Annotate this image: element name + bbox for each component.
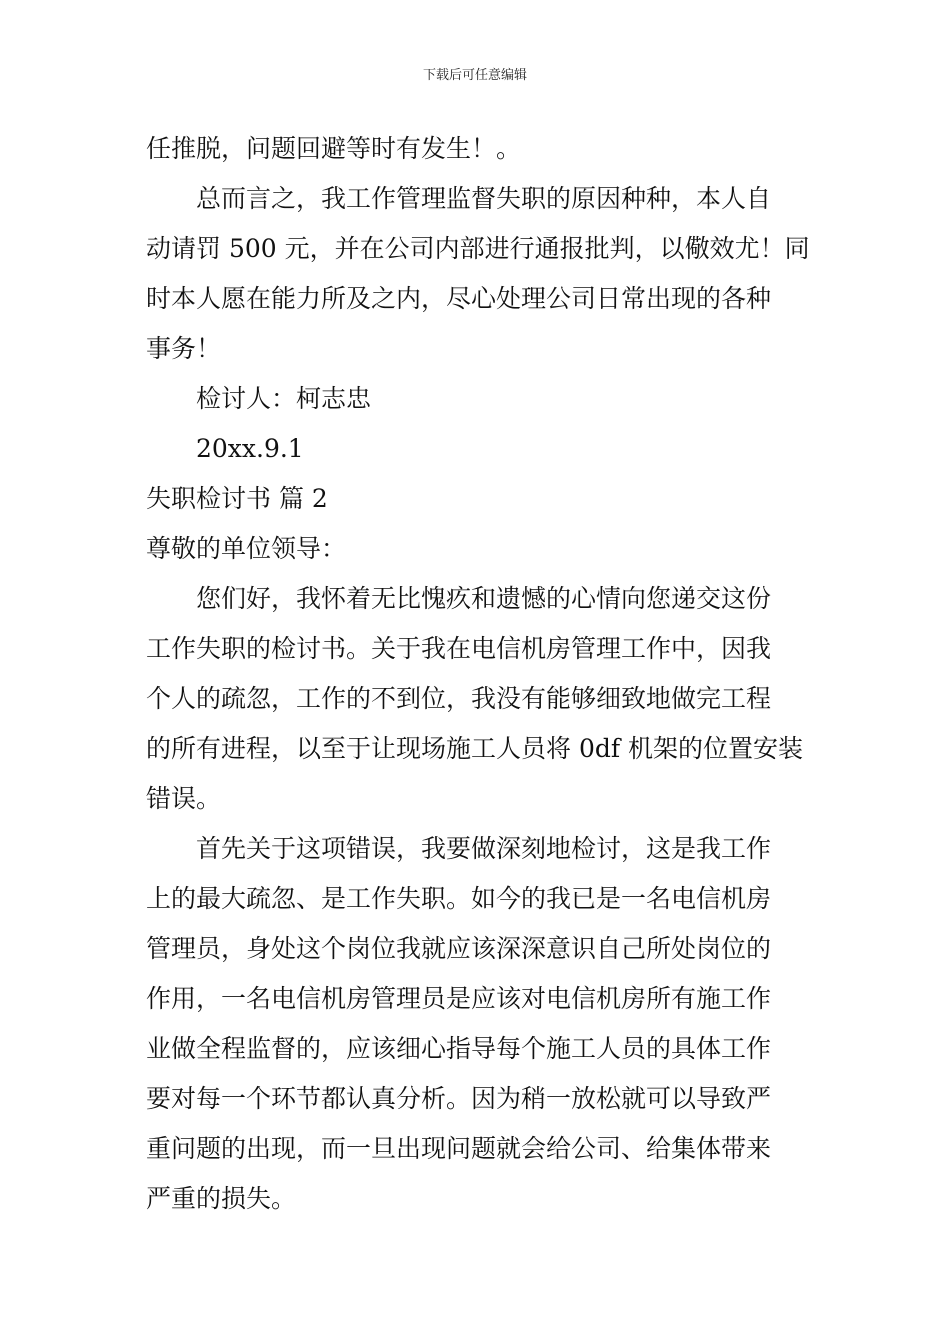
text-line: 上的最大疏忽、是工作失职。如今的我已是一名电信机房 [146,884,772,913]
text-line: 管理员，身处这个岗位我就应该深深意识自己所处岗位的 [146,934,772,963]
text-line: 动请罚 500 元，并在公司内部进行通报批判，以儆效尤！同 [146,234,810,263]
text-line: 作用，一名电信机房管理员是应该对电信机房所有施工作 [146,984,772,1013]
text-line: 您们好，我怀着无比愧疚和遗憾的心情向您递交这份 [196,584,772,613]
salutation: 尊敬的单位领导： [146,534,347,563]
text-line: 要对每一个环节都认真分析。因为稍一放松就可以导致严 [146,1084,772,1113]
text-line: 重问题的出现，而一旦出现问题就会给公司、给集体带来 [146,1134,772,1163]
text-line: 时本人愿在能力所及之内，尽心处理公司日常出现的各种 [146,284,772,313]
text-line: 错误。 [146,784,222,813]
text-line: 业做全程监督的，应该细心指导每个施工人员的具体工作 [146,1034,772,1063]
section-title: 失职检讨书 篇 2 [146,484,328,513]
text-line: 事务！ [146,334,222,363]
text-line: 任推脱，问题回避等时有发生！。 [146,134,522,163]
text-line: 首先关于这项错误，我要做深刻地检讨，这是我工作 [196,834,772,863]
text-line: 个人的疏忽，工作的不到位，我没有能够细致地做完工程 [146,684,772,713]
text-line: 的所有进程，以至于让现场施工人员将 0df 机架的位置安装 [146,734,804,763]
text-line: 严重的损失。 [146,1184,297,1213]
date-line: 20xx.9.1 [196,434,304,463]
text-line: 工作失职的检讨书。关于我在电信机房管理工作中，因我 [146,634,772,663]
page-header-note: 下载后可任意编辑 [422,68,527,83]
signature-line: 检讨人：柯志忠 [196,384,372,413]
text-line: 总而言之，我工作管理监督失职的原因种种，本人自 [196,184,772,213]
